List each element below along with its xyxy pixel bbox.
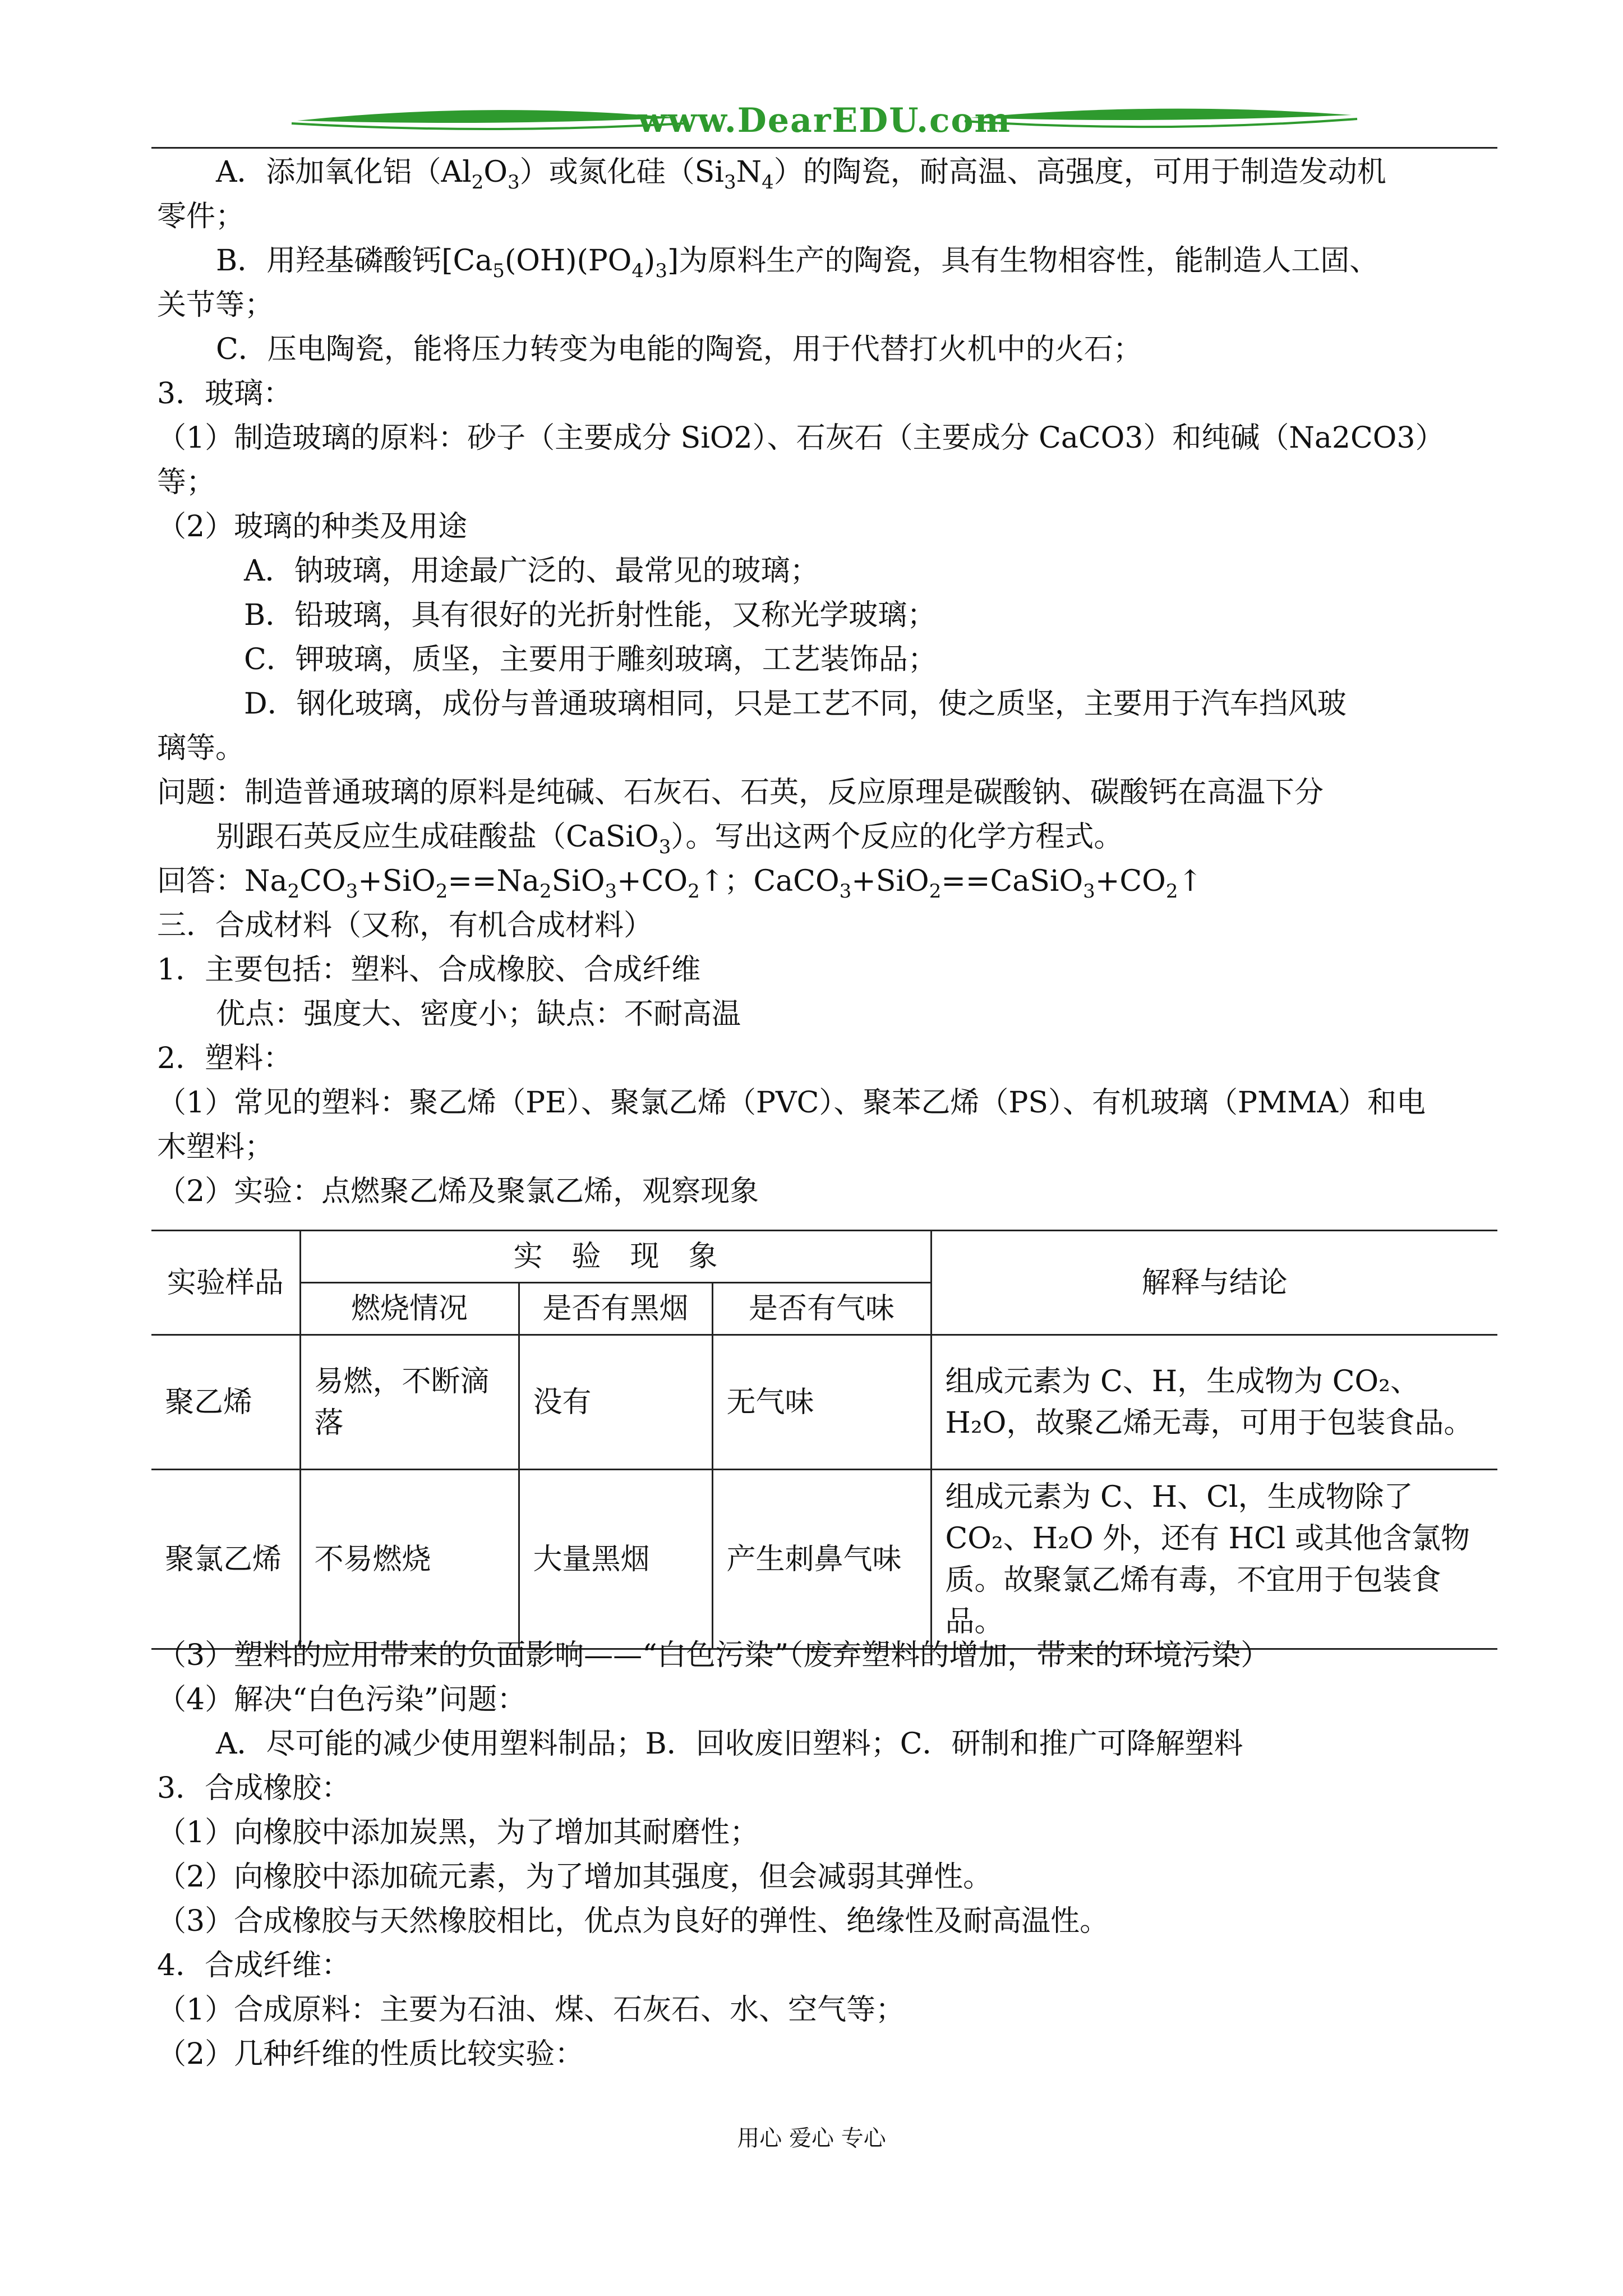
plastic-solve: A．尽可能的减少使用塑料制品；B．回收废旧塑料；C．研制和推广可降解塑料 (216, 1727, 1243, 1761)
fiber-title: 4．合成纤维： (157, 1949, 351, 1982)
experiment-table (151, 1230, 1497, 1650)
cell-odor: 产生刺鼻气味 (712, 1470, 931, 1649)
ceramic-item-b: B．用羟基磷酸钙$[Ca_5(OH)(PO_4)_3]$为原料生产的陶瓷，具有生物相容性，能制造人工固、 (216, 244, 1379, 282)
ceramic-item-c: C．压电陶瓷，能将压力转变为电能的陶瓷，用于代替打火机中的火石； (216, 333, 1142, 366)
ceramic-item-b-cont: 关节等； (157, 288, 274, 322)
main-content (157, 150, 1497, 1214)
cell-burn: 易燃，不断滴落 (300, 1335, 519, 1470)
site-logo-text: www.DearEDU.com (637, 101, 1011, 140)
plastic-solve-title: （4）解决“白色污染”问题： (157, 1683, 527, 1717)
after-table-content (157, 1634, 1497, 2077)
cell-smoke: 大量黑烟 (519, 1470, 712, 1649)
rubber-item: （2）向橡胶中添加硫元素，为了增加其强度，但会减弱其弹性。 (157, 1860, 993, 1894)
glass-type-c: C．钾玻璃，质坚，主要用于雕刻玻璃，工艺装饰品； (244, 643, 937, 677)
glass-type-d: D．钢化玻璃，成份与普通玻璃相同，只是工艺不同，使之质坚，主要用于汽车挡风玻 (244, 687, 1347, 721)
header-burn: 燃烧情况 (300, 1283, 519, 1335)
glass-title: 3．玻璃： (157, 377, 293, 411)
fiber-item: （1）合成原料：主要为石油、煤、石灰石、水、空气等； (157, 1993, 905, 2027)
plastic-common: （1）常见的塑料：聚乙烯（PE）、聚氯乙烯（PVC）、聚苯乙烯（PS）、有机玻璃（PMMA）和电 (157, 1086, 1426, 1120)
header-sample: 实验样品 (151, 1231, 300, 1335)
plastic-title: 2．塑料： (157, 1042, 293, 1075)
glass-raw-materials-cont: 等； (157, 466, 216, 499)
fiber-item: （2）几种纤维的性质比较实验： (157, 2037, 584, 2071)
plastic-common-cont: 木塑料； (157, 1130, 274, 1164)
cell-sample: 聚氯乙烯 (151, 1470, 300, 1649)
table-row (151, 1470, 1497, 1649)
ceramic-item-a-cont: 零件； (157, 200, 245, 233)
header-odor: 是否有气味 (712, 1283, 931, 1335)
header-rule (151, 147, 1497, 149)
plastic-impact: （3）塑料的应用带来的负面影响——“白色污染”（废弃塑料的增加，带来的环境污染） (157, 1639, 1270, 1672)
page-footer: 用心 爱心 专心 (737, 2125, 886, 2151)
page-header (151, 84, 1497, 151)
cell-sample: 聚乙烯 (151, 1335, 300, 1470)
rubber-item: （1）向橡胶中添加炭黑，为了增加其耐磨性； (157, 1816, 759, 1849)
synthetic-pros-cons: 优点：强度大、密度小；缺点：不耐高温 (216, 997, 741, 1031)
plastic-experiment: （2）实验：点燃聚乙烯及聚氯乙烯，观察现象 (157, 1175, 759, 1208)
glass-question-cont: 别跟石英反应生成硅酸盐（CaSiO$_3$）。写出这两个反应的化学方程式。 (216, 820, 1123, 858)
glass-types-title: （2）玻璃的种类及用途 (157, 510, 468, 544)
table-row (151, 1335, 1497, 1470)
rubber-title: 3．合成橡胶： (157, 1772, 351, 1805)
synthetic-item-1: 1．主要包括：塑料、合成橡胶、合成纤维 (157, 953, 701, 987)
header-phenomena: 实 验 现 象 (300, 1231, 931, 1283)
glass-type-d-cont: 璃等。 (157, 731, 245, 765)
glass-answer: 回答：$Na_2CO_3+SiO_2==Na_2SiO_3+CO_2↑$；$CaCO_3+SiO_2==CaSiO_3+CO_2↑$ (157, 864, 1203, 903)
header-conclusion: 解释与结论 (931, 1231, 1497, 1335)
glass-type-b: B．铅玻璃，具有很好的光折射性能，又称光学玻璃； (244, 599, 937, 632)
rubber-item: （3）合成橡胶与天然橡胶相比，优点为良好的弹性、绝缘性及耐高温性。 (157, 1904, 1109, 1938)
synthetic-title: 三．合成材料（又称，有机合成材料） (157, 909, 653, 942)
ceramic-item-a: A．添加氧化铝$(Al_2O_3)$或氮化硅$(Si_3N_4)$的陶瓷，耐高温、高强度，可用于制造发动机 (216, 155, 1386, 194)
cell-smoke: 没有 (519, 1335, 712, 1470)
header-smoke: 是否有黑烟 (519, 1283, 712, 1335)
cell-conclusion: 组成元素为 C、H，生成物为 CO₂、H₂O，故聚乙烯无毒，可用于包装食品。 (931, 1335, 1497, 1470)
glass-question: 问题：制造普通玻璃的原料是纯碱、石灰石、石英，反应原理是碳酸钠、碳酸钙在高温下分 (157, 776, 1324, 809)
glass-type-a: A．钠玻璃，用途最广泛的、最常见的玻璃； (244, 554, 819, 588)
glass-raw-materials: （1）制造玻璃的原料：砂子（主要成分 SiO2）、石灰石（主要成分 CaCO3）和纯碱（Na2CO3） (157, 421, 1445, 455)
cell-odor: 无气味 (712, 1335, 931, 1470)
cell-burn: 不易燃烧 (300, 1470, 519, 1649)
cell-conclusion: 组成元素为 C、H、Cl，生成物除了 CO₂、H₂O 外，还有 HCl 或其他含氯物质。故聚氯乙烯有毒，不宜用于包装食品。 (931, 1470, 1497, 1649)
table-header-row (151, 1231, 1497, 1283)
